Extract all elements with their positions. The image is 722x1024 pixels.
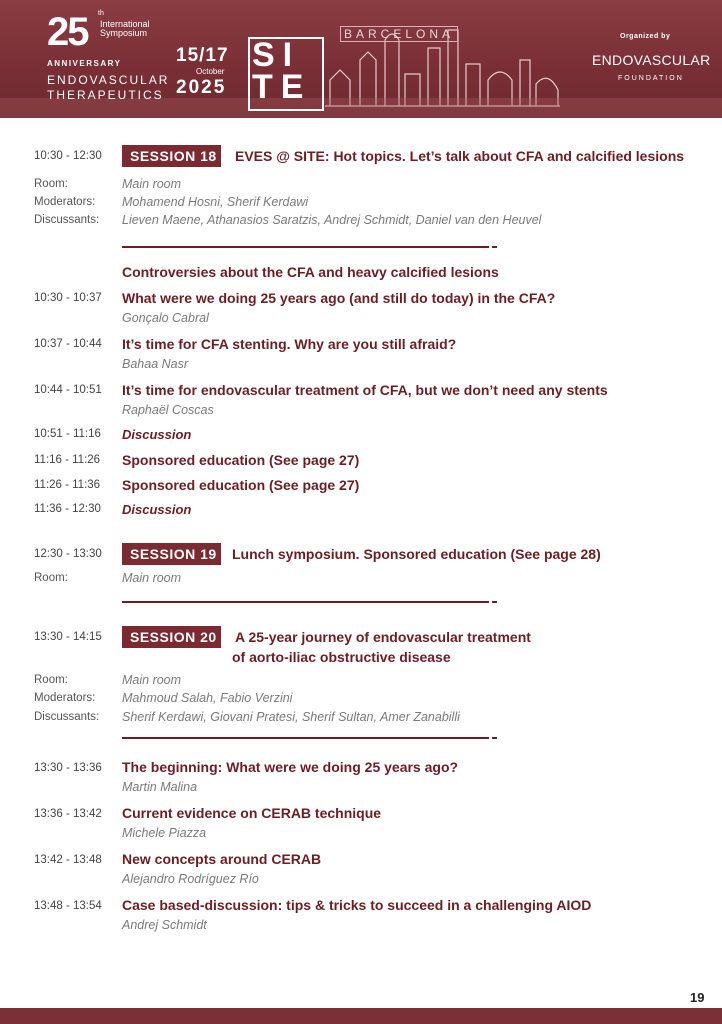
talk-speaker: Alejandro Rodríguez Río: [122, 872, 259, 886]
talk-speaker: Michele Piazza: [122, 826, 207, 840]
talk-title: It’s time for CFA stenting. Why are you still afraid?: [122, 336, 457, 352]
discussion-label: Discussion: [122, 502, 192, 517]
talk-speaker: Andrej Schmidt: [122, 918, 207, 932]
talk-title: What were we doing 25 years ago (and still do today) in the CFA?: [122, 290, 556, 306]
talk-time: 10:51 - 11:16: [34, 428, 101, 440]
talk-time: 10:44 - 10:51: [34, 384, 102, 396]
session18-room: Main room: [122, 177, 182, 191]
talk-time: 13:30 - 13:36: [34, 762, 102, 774]
talk-time: 10:30 - 10:37: [34, 292, 102, 304]
event-year: 2025: [176, 77, 227, 98]
session18-discussants: Lieven Maene, Athanasios Saratzis, Andrej Schmidt, Daniel van den Heuvel: [122, 213, 542, 227]
symposium-line1: International: [100, 19, 150, 29]
session19-divider: [122, 601, 489, 603]
organized-by-label: Organized by: [620, 33, 671, 40]
symposium-line2: Symposium: [100, 28, 148, 38]
session18-discussants-label: Discussants:: [34, 214, 100, 226]
session20-title-line1: A 25-year journey of endovascular treatment: [235, 629, 531, 645]
session19-tag: SESSION 19: [122, 543, 221, 565]
talk-speaker: Bahaa Nasr: [122, 357, 189, 371]
talk-time: 13:36 - 13:42: [34, 808, 102, 820]
talk-speaker: Raphaël Coscas: [122, 403, 214, 417]
session18-moderators-label: Moderators:: [34, 196, 96, 208]
session18-tag: SESSION 18: [122, 145, 221, 167]
talk-title: Current evidence on CERAB technique: [122, 805, 382, 821]
session18-room-label: Room:: [34, 178, 68, 190]
talk-title: Case based-discussion: tips & tricks to succeed in a challenging AIOD: [122, 897, 592, 913]
session20-moderators-label: Moderators:: [34, 692, 96, 704]
session20-room: Main room: [122, 673, 182, 687]
session18-moderators: Mohamend Hosni, Sherif Kerdawi: [122, 195, 309, 209]
talk-title: The beginning: What were we doing 25 years ago?: [122, 759, 459, 775]
talk-title: It’s time for endovascular treatment of CFA, but we don’t need any stents: [122, 382, 608, 398]
anniversary-number: 25: [47, 10, 88, 54]
talk-time: 13:42 - 13:48: [34, 854, 102, 866]
talk-time: 13:48 - 13:54: [34, 900, 102, 912]
session20-divider: [122, 737, 489, 739]
session19-time: 12:30 - 13:30: [34, 548, 102, 560]
talk-time: 10:37 - 10:44: [34, 338, 102, 350]
site-logo-top: SI: [252, 36, 301, 74]
event-dates: 15/17: [176, 45, 229, 66]
talk-time: 11:36 - 12:30: [34, 503, 101, 515]
anniversary-word: ANNIVERSARY: [47, 59, 122, 68]
session20-room-label: Room:: [34, 674, 68, 686]
site-logo-bottom: TE: [252, 68, 312, 106]
discussion-label: Discussion: [122, 427, 192, 442]
anniversary-suffix: th: [98, 10, 104, 17]
session18-title: EVES @ SITE: Hot topics. Let’s talk about CFA and calcified lesions: [235, 148, 685, 164]
organizer-name: ENDOVASCULAR: [592, 52, 711, 68]
talk-time: 11:16 - 11:26: [34, 454, 101, 466]
session20-moderators: Mahmoud Salah, Fabio Verzini: [122, 691, 293, 705]
sponsored-education-title: Sponsored education (See page 27): [122, 477, 360, 493]
page-number: 19: [690, 990, 705, 1005]
session19-room: Main room: [122, 571, 182, 585]
session18-subheading: Controversies about the CFA and heavy calcified lesions: [122, 264, 499, 280]
session18-time: 10:30 - 12:30: [34, 150, 102, 162]
session19-room-label: Room:: [34, 572, 68, 584]
event-month: October: [196, 67, 225, 76]
session19-title: Lunch symposium. Sponsored education (See page 28): [232, 546, 601, 562]
session18-divider: [122, 246, 489, 248]
talk-time: 11:26 - 11:36: [34, 479, 101, 491]
organizer-foundation: FOUNDATION: [618, 75, 684, 82]
talk-speaker: Martin Malina: [122, 780, 198, 794]
therapeutics-text: THERAPEUTICS: [47, 88, 164, 102]
session20-tag: SESSION 20: [122, 626, 221, 648]
header-banner: [0, 0, 722, 118]
footer-band: [0, 1008, 722, 1024]
talk-speaker: Gonçalo Cabral: [122, 311, 209, 325]
session20-discussants-label: Discussants:: [34, 711, 100, 723]
session20-time: 13:30 - 14:15: [34, 631, 102, 643]
session20-title-line2: of aorto-iliac obstructive disease: [232, 649, 451, 665]
talk-title: New concepts around CERAB: [122, 851, 322, 867]
session20-discussants: Sherif Kerdawi, Giovani Pratesi, Sherif Sultan, Amer Zanabilli: [122, 710, 460, 724]
sponsored-education-title: Sponsored education (See page 27): [122, 452, 360, 468]
city-label: BARCELONA: [340, 26, 458, 42]
endovascular-text: ENDOVASCULAR: [47, 73, 170, 87]
